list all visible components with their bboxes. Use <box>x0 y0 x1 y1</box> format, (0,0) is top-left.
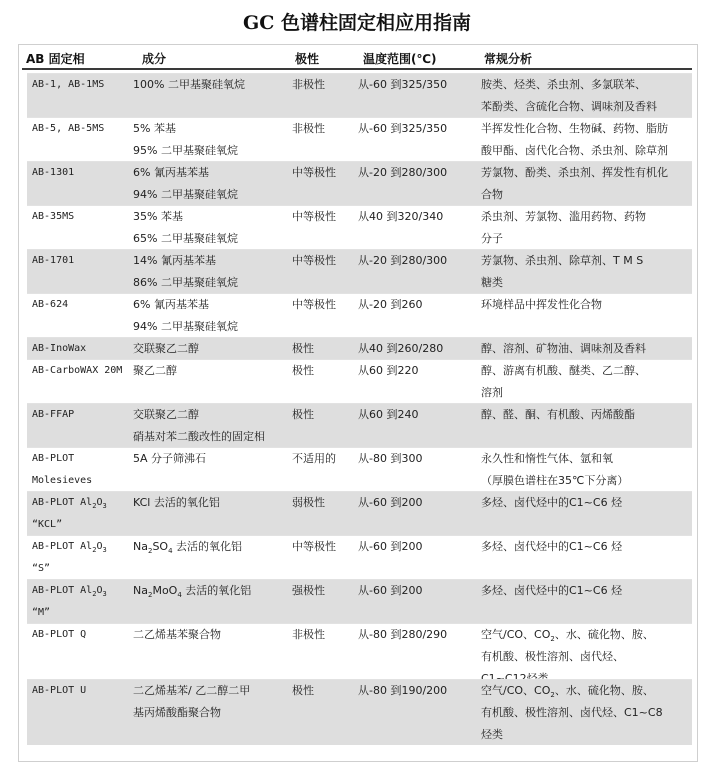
cell-polarity <box>292 206 356 228</box>
cell-stationary-phase-line: AB-PLOT Q <box>32 629 87 640</box>
cell-applications <box>481 338 692 360</box>
cell-temp-range <box>358 580 476 602</box>
cell-temp-range <box>358 624 476 646</box>
cell-applications-line: 空气/CO、$CO_2$、水、硫化物、胺、 <box>481 684 654 699</box>
table-row <box>27 293 692 337</box>
cell-applications-line: 合物 <box>481 188 503 201</box>
cell-composition-line: 二乙烯基苯聚合物 <box>133 628 221 641</box>
cell-stationary-phase <box>32 250 132 272</box>
cell-temp-range-line: 从-80 到300 <box>358 452 423 465</box>
cell-applications <box>481 206 692 250</box>
table-row <box>27 535 692 579</box>
cell-temp-range <box>358 294 476 316</box>
cell-polarity <box>292 448 356 470</box>
cell-temp-range-line: 从-80 到190/200 <box>358 684 448 697</box>
cell-polarity <box>292 360 356 382</box>
cell-stationary-phase <box>32 360 132 382</box>
cell-temp-range-line: 从-60 到325/350 <box>358 122 448 135</box>
cell-applications-line: 醇、溶剂、矿物油、调味剂及香料 <box>481 342 646 355</box>
cell-polarity-line: 极性 <box>292 408 314 421</box>
cell-applications-line: 醇、醛、酮、有机酸、丙烯酸酯 <box>481 408 635 421</box>
cell-temp-range <box>358 680 476 702</box>
cell-temp-range-line: 从60 到220 <box>358 364 419 377</box>
cell-applications-line: 醇、游离有机酸、醚类、乙二醇、 <box>481 364 646 377</box>
cell-applications-line: 糖类 <box>481 276 503 289</box>
table-row <box>27 403 692 447</box>
cell-applications-line: 多烃、卤代烃中的C1~C6 烃 <box>481 540 623 553</box>
cell-applications <box>481 162 692 206</box>
table-header <box>22 46 692 70</box>
cell-composition <box>133 536 289 558</box>
cell-composition <box>133 118 289 162</box>
cell-temp-range <box>358 492 476 514</box>
cell-stationary-phase-line: “S” <box>32 563 51 574</box>
cell-stationary-phase-line: “KCL” <box>32 519 63 530</box>
cell-composition <box>133 162 289 206</box>
cell-polarity-line: 中等极性 <box>292 254 336 267</box>
cell-stationary-phase-line: AB-PLOT U <box>32 685 87 696</box>
cell-applications <box>481 404 692 426</box>
cell-composition <box>133 360 289 382</box>
cell-polarity-line: 强极性 <box>292 584 325 597</box>
cell-applications-line: （厚膜色谱柱在35℃下分离） <box>481 474 629 487</box>
cell-composition-line: 交联聚乙二醇 <box>133 408 199 421</box>
cell-composition <box>133 448 289 470</box>
cell-applications <box>481 448 692 492</box>
cell-composition <box>133 680 289 724</box>
cell-applications <box>481 580 692 602</box>
cell-stationary-phase <box>32 206 132 228</box>
cell-temp-range-line: 从-60 到325/350 <box>358 78 448 91</box>
table-row <box>27 623 692 679</box>
cell-stationary-phase <box>32 74 132 96</box>
cell-stationary-phase <box>32 294 132 316</box>
cell-stationary-phase-line: “M” <box>32 607 51 618</box>
cell-composition-line: 基丙烯酸酯聚合物 <box>133 706 221 719</box>
table-row <box>27 73 692 117</box>
cell-polarity <box>292 162 356 184</box>
table-row <box>27 579 692 623</box>
header-name: AB 固定相 <box>26 52 85 66</box>
cell-polarity <box>292 294 356 316</box>
cell-temp-range <box>358 250 476 272</box>
cell-polarity <box>292 118 356 140</box>
cell-composition-line: $Na_2MoO_4$ 去活的氧化铝 <box>133 584 252 599</box>
cell-polarity <box>292 624 356 646</box>
cell-applications-line: 酸甲酯、卤代化合物、杀虫剂、除草剂 <box>481 144 668 157</box>
cell-temp-range <box>358 162 476 184</box>
cell-temp-range-line: 从60 到240 <box>358 408 419 421</box>
cell-temp-range <box>358 536 476 558</box>
cell-composition-line: 94% 二甲基聚硅氧烷 <box>133 320 238 333</box>
cell-applications <box>481 680 692 746</box>
cell-stationary-phase <box>32 338 132 360</box>
cell-temp-range <box>358 206 476 228</box>
header-polarity: 极性 <box>295 52 320 66</box>
table-row <box>27 491 692 535</box>
cell-temp-range <box>358 338 476 360</box>
cell-polarity <box>292 404 356 426</box>
cell-composition-line: 100% 二甲基聚硅氧烷 <box>133 78 245 91</box>
cell-temp-range-line: 从-20 到280/300 <box>358 166 448 179</box>
cell-applications-line: 空气/CO、$CO_2$、水、硫化物、胺、 <box>481 628 654 643</box>
cell-applications-line: 分子 <box>481 232 503 245</box>
cell-composition-line: 5% 苯基 <box>133 122 176 135</box>
cell-applications-line: 胺类、烃类、杀虫剂、多氯联苯、 <box>481 78 646 91</box>
cell-applications-line: 杀虫剂、芳氯物、滥用药物、药物 <box>481 210 646 223</box>
cell-stationary-phase-line: AB-35MS <box>32 211 75 222</box>
cell-composition <box>133 206 289 250</box>
cell-temp-range-line: 从40 到260/280 <box>358 342 444 355</box>
cell-stationary-phase <box>32 404 132 426</box>
cell-polarity-line: 中等极性 <box>292 540 336 553</box>
cell-polarity-line: 非极性 <box>292 628 325 641</box>
cell-polarity-line: 中等极性 <box>292 166 336 179</box>
cell-applications-line: 永久性和惰性气体、氩和氧 <box>481 452 613 465</box>
cell-stationary-phase-line: AB-1301 <box>32 167 75 178</box>
cell-applications-line: 苯酚类、含硫化合物、调味剂及香料 <box>481 100 657 113</box>
cell-temp-range <box>358 118 476 140</box>
cell-applications <box>481 492 692 514</box>
cell-stationary-phase-line: AB-624 <box>32 299 69 310</box>
cell-applications <box>481 118 692 162</box>
cell-applications <box>481 250 692 294</box>
cell-composition-line: 86% 二甲基聚硅氧烷 <box>133 276 238 289</box>
cell-applications <box>481 536 692 558</box>
cell-composition-line: 95% 二甲基聚硅氧烷 <box>133 144 238 157</box>
cell-stationary-phase-line: AB-InoWax <box>32 343 87 354</box>
header-applications: 常规分析 <box>484 52 533 66</box>
cell-stationary-phase <box>32 448 132 492</box>
cell-polarity <box>292 536 356 558</box>
cell-applications-line: 环境样品中挥发性化合物 <box>481 298 602 311</box>
cell-composition-line: 65% 二甲基聚硅氧烷 <box>133 232 238 245</box>
cell-stationary-phase-line: AB-PLOT <box>32 453 75 464</box>
cell-polarity <box>292 74 356 96</box>
cell-polarity-line: 中等极性 <box>292 210 336 223</box>
table-row <box>27 679 692 745</box>
cell-applications-line: 溶剂 <box>481 386 503 399</box>
cell-composition-line: $Na_2SO_4$ 去活的氧化铝 <box>133 540 243 555</box>
cell-composition <box>133 74 289 96</box>
cell-temp-range-line: 从-20 到280/300 <box>358 254 448 267</box>
cell-composition <box>133 624 289 646</box>
cell-applications-line: 多烃、卤代烃中的C1~C6 烃 <box>481 496 623 509</box>
cell-temp-range-line: 从-60 到200 <box>358 496 423 509</box>
header-composition: 成分 <box>142 52 167 66</box>
cell-temp-range-line: 从-60 到200 <box>358 540 423 553</box>
cell-polarity-line: 中等极性 <box>292 298 336 311</box>
cell-composition-line: 硝基对苯二酸改性的固定相 <box>133 430 265 443</box>
cell-stationary-phase-line: AB-CarboWAX 20M <box>32 365 123 376</box>
table-row <box>27 117 692 161</box>
cell-polarity <box>292 338 356 360</box>
table-row <box>27 337 692 359</box>
cell-temp-range <box>358 448 476 470</box>
cell-temp-range-line: 从-60 到200 <box>358 584 423 597</box>
cell-polarity-line: 极性 <box>292 364 314 377</box>
cell-stationary-phase-line: AB-FFAP <box>32 409 75 420</box>
cell-temp-range <box>358 360 476 382</box>
cell-composition <box>133 294 289 338</box>
cell-composition-line: 二乙烯基苯/ 乙二醇二甲 <box>133 684 251 697</box>
cell-composition-line: 94% 二甲基聚硅氧烷 <box>133 188 238 201</box>
cell-polarity-line: 弱极性 <box>292 496 325 509</box>
cell-applications-line: 有机酸、极性溶剂、卤代烃、 <box>481 650 624 663</box>
cell-stationary-phase-line: AB-1701 <box>32 255 75 266</box>
cell-applications-line: 芳氯物、酚类、杀虫剂、挥发性有机化 <box>481 166 668 179</box>
cell-stationary-phase-line: AB-PLOT $Al_2O_3$ <box>32 585 107 598</box>
table-row <box>27 161 692 205</box>
cell-composition-line: 5A 分子筛沸石 <box>133 452 207 465</box>
cell-stationary-phase-line: AB-PLOT $Al_2O_3$ <box>32 497 107 510</box>
cell-composition <box>133 580 289 602</box>
cell-polarity-line: 非极性 <box>292 122 325 135</box>
cell-composition-line: 14% 氰丙基苯基 <box>133 254 216 267</box>
cell-stationary-phase <box>32 118 132 140</box>
cell-applications <box>481 74 692 118</box>
cell-polarity-line: 极性 <box>292 684 314 697</box>
cell-composition <box>133 492 289 514</box>
cell-stationary-phase <box>32 492 132 536</box>
page-title: GC 色谱柱固定相应用指南 <box>243 12 471 34</box>
cell-polarity-line: 不适用的 <box>292 452 336 465</box>
cell-composition-line: 聚乙二醇 <box>133 364 177 377</box>
cell-composition-line: 交联聚乙二醇 <box>133 342 199 355</box>
cell-temp-range-line: 从-20 到260 <box>358 298 423 311</box>
table-row <box>27 249 692 293</box>
cell-stationary-phase <box>32 580 132 624</box>
cell-stationary-phase-line: AB-PLOT $Al_2O_3$ <box>32 541 107 554</box>
cell-stationary-phase <box>32 536 132 580</box>
table-row <box>27 205 692 249</box>
cell-temp-range <box>358 74 476 96</box>
cell-polarity <box>292 580 356 602</box>
cell-polarity-line: 非极性 <box>292 78 325 91</box>
header-temp-range: 温度范围(℃) <box>363 52 437 66</box>
cell-applications-line: 有机酸、极性溶剂、卤代烃、C1~C8 <box>481 706 663 719</box>
table-row <box>27 447 692 491</box>
cell-stationary-phase <box>32 162 132 184</box>
cell-composition <box>133 338 289 360</box>
cell-polarity <box>292 250 356 272</box>
cell-applications-line: 烃类 <box>481 728 503 741</box>
cell-composition <box>133 250 289 294</box>
cell-stationary-phase-line: Molesieves <box>32 475 93 486</box>
cell-composition <box>133 404 289 448</box>
cell-composition-line: 6% 氰丙基苯基 <box>133 166 209 179</box>
cell-temp-range <box>358 404 476 426</box>
cell-temp-range-line: 从40 到320/340 <box>358 210 444 223</box>
cell-composition-line: 35% 苯基 <box>133 210 183 223</box>
cell-stationary-phase-line: AB-1, AB-1MS <box>32 79 105 90</box>
cell-polarity-line: 极性 <box>292 342 314 355</box>
cell-applications-line: 多烃、卤代烃中的C1~C6 烃 <box>481 584 623 597</box>
cell-applications <box>481 360 692 404</box>
cell-applications-line: 半挥发性化合物、生物碱、药物、脂肪 <box>481 122 668 135</box>
cell-stationary-phase-line: AB-5, AB-5MS <box>32 123 105 134</box>
cell-applications <box>481 294 692 316</box>
table-body <box>27 73 692 745</box>
cell-composition-line: 6% 氰丙基苯基 <box>133 298 209 311</box>
cell-polarity <box>292 492 356 514</box>
cell-composition-line: KCl 去活的氧化铝 <box>133 496 220 509</box>
cell-temp-range-line: 从-80 到280/290 <box>358 628 448 641</box>
table-row <box>27 359 692 403</box>
cell-stationary-phase <box>32 624 132 646</box>
cell-applications-line: 芳氯物、杀虫剂、除草剂、T M S <box>481 254 644 267</box>
cell-stationary-phase <box>32 680 132 702</box>
cell-polarity <box>292 680 356 702</box>
